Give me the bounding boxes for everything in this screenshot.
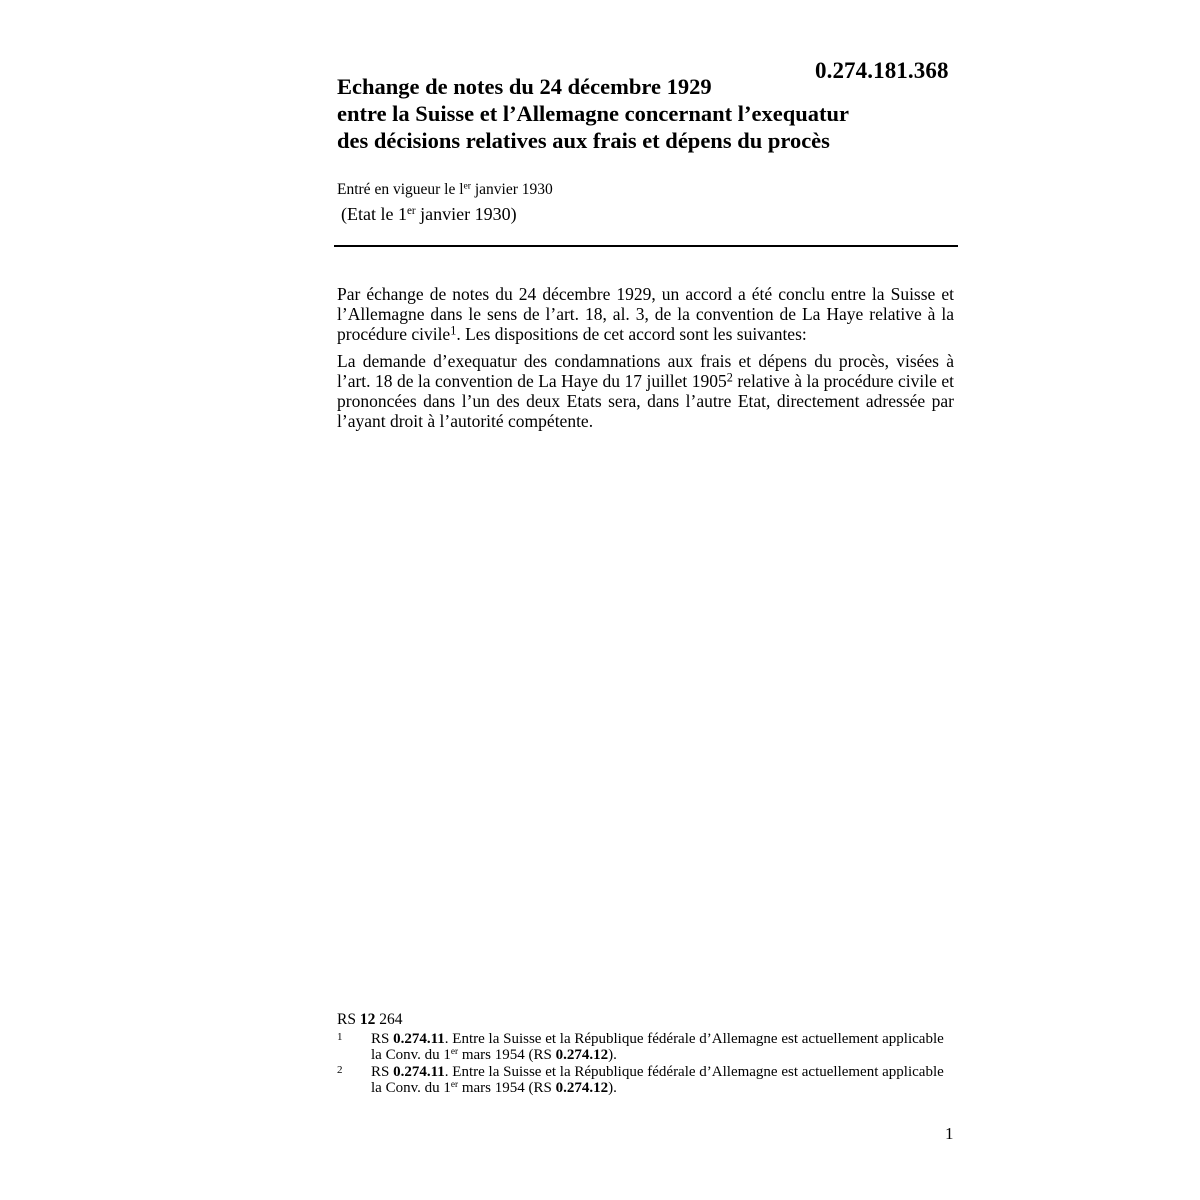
footnote-number: 1 [337, 1031, 343, 1043]
paragraph-1-text-b: . Les dispositions de cet accord sont les suivantes: [456, 324, 807, 345]
entry-into-force-prefix: Entré en vigueur le l [337, 181, 464, 198]
paragraph-1 [337, 284, 954, 345]
entry-into-force [337, 181, 553, 199]
footnote-rs-number: 0.274.11 [393, 1031, 445, 1047]
entry-into-force-suffix: janvier 1930 [471, 181, 553, 198]
footnote-text-c: ). [608, 1080, 617, 1096]
rs-reference-prefix: RS [337, 1011, 360, 1028]
document-title [337, 73, 957, 154]
footnotes [337, 1031, 957, 1097]
paragraph-2-text-a: La demande d’exequatur des condamnations aux frais et dépens du procès, visées à l’art. 18 de la convention de La Haye du 17 juillet 1905 [337, 350, 954, 391]
state-prefix: (Etat le 1 [341, 204, 407, 224]
footnote-rs-number-2: 0.274.12 [555, 1080, 609, 1096]
state-sup: er [406, 204, 416, 217]
title-line-1: Echange de notes du 24 décembre 1929 [337, 74, 712, 99]
title-line-2: entre la Suisse et l’Allemagne concernant l’exequatur [337, 101, 850, 126]
rs-reference [337, 1011, 402, 1029]
state-date [341, 204, 517, 225]
rs-reference-suffix: 264 [375, 1011, 403, 1028]
footnote-text-a: . Entre la Suisse et la République fédérale d’Allemagne est actuellement applicable la Conv. du 1 [371, 1031, 944, 1063]
footnote-ref-1[interactable]: 1 [450, 323, 457, 338]
footnote-number: 2 [337, 1064, 343, 1076]
footnote-sup: er [450, 1046, 459, 1057]
footnote-text-a: . Entre la Suisse et la République fédérale d’Allemagne est actuellement applicable la Conv. du 1 [371, 1064, 944, 1096]
paragraph-1-text-a: Par échange de notes du 24 décembre 1929, un accord a été conclu entre la Suisse et l’Allemagne dans le sens de l’art. 18, al. 3, de la convention de La Haye relative à la procédure civile [337, 284, 954, 345]
footnote-ref-2[interactable]: 2 [726, 370, 733, 385]
state-suffix: janvier 1930) [415, 204, 517, 224]
footnote-text-b: mars 1954 (RS [458, 1047, 556, 1063]
footnote-rs-number-2: 0.274.12 [555, 1047, 609, 1063]
header-divider [334, 245, 958, 247]
sr-number: 0.274.181.368 [815, 58, 949, 83]
rs-reference-volume: 12 [359, 1011, 376, 1028]
footnote-text-b: mars 1954 (RS [458, 1080, 556, 1096]
title-line-3: des décisions relatives aux frais et dépens du procès [337, 128, 830, 153]
footnote-rs-number: 0.274.11 [393, 1064, 445, 1080]
paragraph-2 [337, 351, 954, 432]
footnote-rs-prefix: RS [371, 1064, 394, 1080]
footnote-2 [337, 1064, 957, 1096]
footnote-rs-prefix: RS [371, 1031, 394, 1047]
footnote-1 [337, 1031, 957, 1063]
entry-into-force-sup: er [463, 180, 471, 192]
paragraph-2-text-b: relative à la procédure civile et prononcées dans l’un des deux Etats sera, dans l’autre Etat, directement adressée par l’ayant droit à l’autorité compétente. [337, 370, 954, 432]
footnote-sup: er [450, 1079, 459, 1090]
body-text [337, 284, 954, 437]
footnote-text-c: ). [608, 1047, 617, 1063]
page-number: 1 [945, 1124, 954, 1143]
